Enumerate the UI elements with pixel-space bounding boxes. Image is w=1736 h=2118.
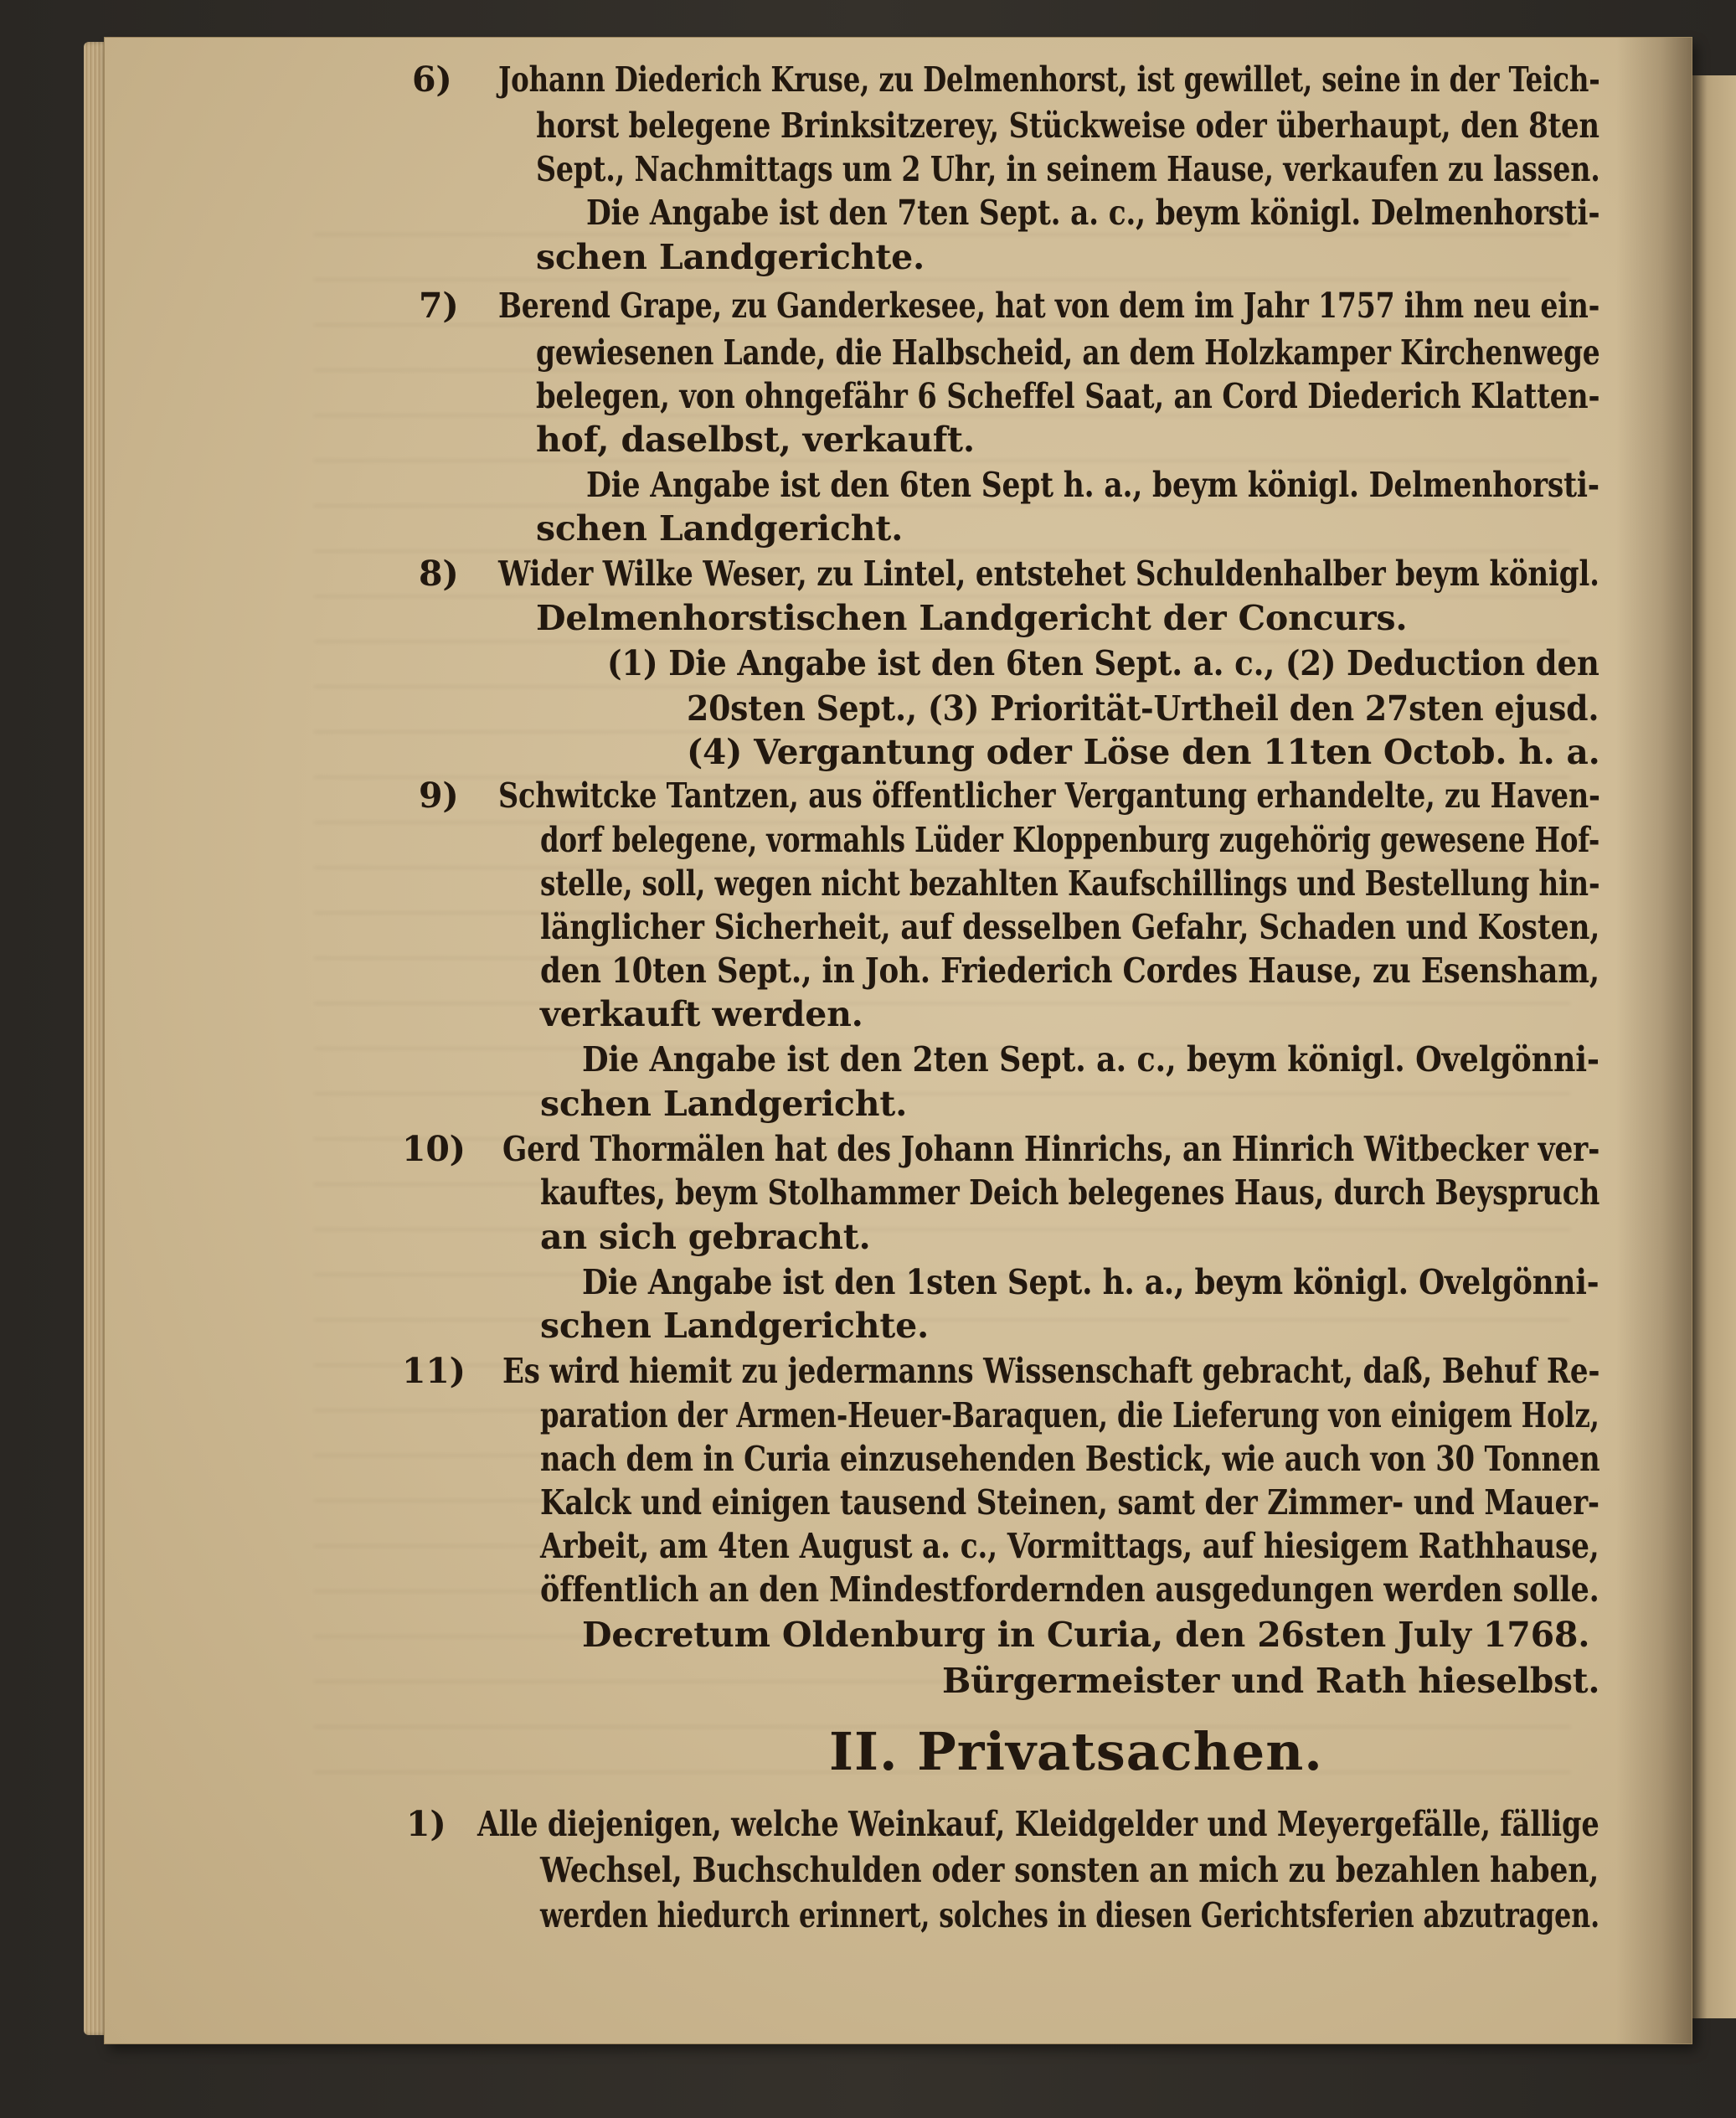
entry-line: an sich gebracht. bbox=[540, 1217, 871, 1257]
entry-line: Decretum Oldenburg in Curia, den 26sten July 1768. bbox=[582, 1615, 1590, 1655]
section-heading: II. Privatsachen. bbox=[829, 1721, 1323, 1782]
entry-line: dorf belegene, vormahls Lüder Kloppenburg zugehörig gewesene Hof- bbox=[540, 820, 1600, 860]
book-page bbox=[105, 38, 1692, 2043]
entry-line: Arbeit, am 4ten August a. c., Vormittags, auf hiesigem Rathhause, bbox=[540, 1526, 1599, 1566]
entry-line: den 10ten Sept., in Joh. Friederich Cordes Hause, zu Esensham, bbox=[540, 951, 1599, 991]
signature-line: Bürgermeister und Rath hieselbst. bbox=[942, 1661, 1600, 1701]
entry-line: Gerd Thormälen hat des Johann Hinrichs, an Hinrich Witbecker ver- bbox=[502, 1129, 1600, 1169]
entry-line: verkauft werden. bbox=[540, 994, 863, 1034]
entry-number: 11) bbox=[402, 1351, 466, 1391]
entry-line: gewiesenen Lande, die Halbscheid, an dem Holzkamper Kirchenwege bbox=[536, 332, 1600, 373]
entry-line: Alle diejenigen, welche Weinkauf, Kleidgelder und Meyergefälle, fällige bbox=[477, 1804, 1599, 1844]
entry-line: Berend Grape, zu Ganderkesee, hat von dem im Jahr 1757 ihm neu ein- bbox=[498, 286, 1600, 326]
entry-line: horst belegene Brinksitzerey, Stückweise oder überhaupt, den 8ten bbox=[536, 106, 1599, 146]
entry-line: Delmenhorstischen Landgericht der Concurs. bbox=[536, 598, 1408, 638]
entry-line: länglicher Sicherheit, auf desselben Gefahr, Schaden und Kosten, bbox=[540, 907, 1600, 947]
entry-line: Wider Wilke Weser, zu Lintel, entstehet Schuldenhalber beym königl. bbox=[498, 554, 1599, 594]
entry-line: Die Angabe ist den 1sten Sept. h. a., beym königl. Ovelgönni- bbox=[582, 1262, 1599, 1302]
entry-line: belegen, von ohngefähr 6 Scheffel Saat, an Cord Diederich Klatten- bbox=[536, 376, 1600, 416]
gutter-shadow bbox=[1616, 38, 1692, 2043]
entry-line: kauftes, beym Stolhammer Deich belegenes Haus, durch Beyspruch bbox=[540, 1172, 1600, 1213]
entry-line: Kalck und einigen tausend Steinen, samt der Zimmer- und Mauer- bbox=[540, 1482, 1599, 1523]
entry-line: (4) Vergantung oder Löse den 11ten Octob. h. a. bbox=[687, 732, 1600, 772]
entry-line: Die Angabe ist den 7ten Sept. a. c., beym königl. Delmenhorsti- bbox=[586, 193, 1600, 233]
entry-line: (1) Die Angabe ist den 6ten Sept. a. c., (2) Deduction den bbox=[607, 643, 1599, 683]
entry-line: öffentlich an den Mindestfordernden ausgedungen werden solle. bbox=[540, 1569, 1599, 1610]
entry-line: schen Landgerichte. bbox=[540, 1306, 930, 1346]
entry-line: 20sten Sept., (3) Priorität-Urtheil den 27sten ejusd. bbox=[687, 688, 1599, 729]
entry-number: 10) bbox=[402, 1129, 466, 1169]
entry-line: schen Landgericht. bbox=[536, 508, 904, 549]
entry-line: Johann Diederich Kruse, zu Delmenhorst, ist gewillet, seine in der Teich- bbox=[498, 59, 1600, 100]
entry-line: schen Landgerichte. bbox=[536, 237, 925, 277]
entry-number: 8) bbox=[419, 554, 459, 594]
facing-page-edge bbox=[1692, 75, 1736, 2018]
entry-line: Schwitcke Tantzen, aus öffentlicher Vergantung erhandelte, zu Haven- bbox=[498, 776, 1600, 816]
entry-line: schen Landgericht. bbox=[540, 1084, 908, 1124]
entry-line: werden hiedurch erinnert, solches in diesen Gerichtsferien abzutragen. bbox=[540, 1895, 1599, 1935]
entry-line: hof, daselbst, verkauft. bbox=[536, 420, 975, 460]
entry-line: paration der Armen-Heuer-Baraquen, die Lieferung von einigem Holz, bbox=[540, 1395, 1599, 1435]
entry-line: nach dem in Curia einzusehenden Bestick, wie auch von 30 Tonnen bbox=[540, 1439, 1600, 1479]
entry-line: Wechsel, Buchschulden oder sonsten an mich zu bezahlen haben, bbox=[540, 1850, 1599, 1890]
entry-line: Sept., Nachmittags um 2 Uhr, in seinem Hause, verkaufen zu lassen. bbox=[536, 149, 1600, 189]
entry-number: 1) bbox=[406, 1804, 446, 1844]
entry-line: stelle, soll, wegen nicht bezahlten Kaufschillings und Bestellung hin- bbox=[540, 863, 1600, 904]
entry-line: Es wird hiemit zu jedermanns Wissenschaft gebracht, daß, Behuf Re- bbox=[502, 1351, 1600, 1391]
entry-number: 7) bbox=[419, 286, 459, 326]
entry-number: 6) bbox=[412, 59, 452, 100]
entry-line: Die Angabe ist den 6ten Sept h. a., beym königl. Delmenhorsti- bbox=[586, 465, 1599, 505]
entry-number: 9) bbox=[419, 776, 459, 816]
entry-line: Die Angabe ist den 2ten Sept. a. c., beym königl. Ovelgönni- bbox=[582, 1039, 1599, 1080]
